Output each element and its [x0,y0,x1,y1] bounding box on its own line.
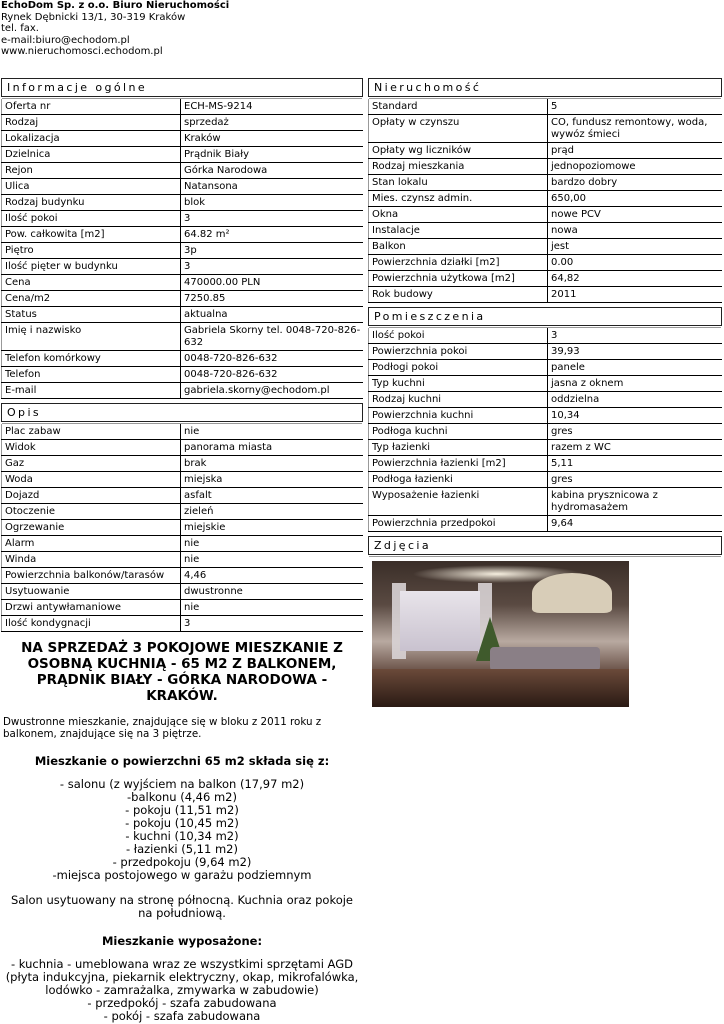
field-label: Telefon komórkowy [1,351,181,366]
description-orientation: Salon usytuowany na stronę północną. Kuchnia oraz pokoje na południową. [10,893,353,920]
pomieszczenia-row [368,408,722,424]
field-label: Typ kuchni [368,376,548,391]
pomieszczenia-row [368,472,722,488]
opis-row [1,568,363,584]
field-label: Rodzaj kuchni [368,392,548,407]
property-photo[interactable] [372,561,629,707]
field-value: nowa [551,225,578,236]
nieruchomosc-row [368,239,722,255]
field-label: E-mail [1,383,181,398]
field-value: blok [184,197,206,208]
field-label: Dzielnica [1,147,181,162]
field-label: Telefon [1,367,181,382]
field-value: nie [184,426,200,437]
field-value: oddzielna [551,394,600,405]
section-opis-title: Opis [1,403,363,422]
nieruchomosc-row [368,143,722,159]
field-label: Plac zabaw [1,424,181,439]
pomieszczenia-row [368,440,722,456]
field-value: Kraków [184,133,221,144]
field-value: jednopoziomowe [551,161,636,172]
general-row [1,259,363,275]
general-table [1,99,363,399]
field-label: Podłogi pokoi [368,360,548,375]
section-nieruchomosc-title: Nieruchomość [368,78,722,97]
opis-row [1,552,363,568]
nieruchomosc-row [368,287,722,303]
field-value: ECH-MS-9214 [184,101,253,112]
field-label: Powierzchnia przedpokoi [368,516,548,531]
field-value: 64,82 [551,273,580,284]
field-label: Cena [1,275,181,290]
field-label: Status [1,307,181,322]
equipment-line: - przedpokój - szafa zabudowana [87,996,277,1010]
general-row [1,131,363,147]
floor [372,669,629,707]
field-label: Widok [1,440,181,455]
nieruchomosc-row [368,223,722,239]
nieruchomosc-row [368,159,722,175]
equipment-line: - kuchnia - umeblowana wraz ze wszystkimi sprzętami AGD (płyta indukcyjna, piekarnik elektryczny, okap, mikrofalówka, lodówko - zamrażalka, zmywarka w zabudowie) [5,957,359,997]
field-label: Ilość pięter w budynku [1,259,181,274]
field-value: 9,64 [551,518,574,529]
field-value: zieleń [184,506,214,517]
field-value: panorama miasta [184,442,273,453]
pomieszczenia-row [368,516,722,532]
field-value: bardzo dobry [551,177,618,188]
field-value: 10,34 [551,410,580,421]
general-row [1,211,363,227]
field-label: Drzwi antywłamaniowe [1,600,181,615]
room-line: - kuchni (10,34 m2) [125,829,239,843]
general-row [1,227,363,243]
general-row [1,99,363,115]
field-value: 39,93 [551,346,580,357]
field-value: nie [184,554,200,565]
general-row [1,243,363,259]
field-value: Prądnik Biały [184,149,250,160]
field-label: Ulica [1,179,181,194]
description [1,640,363,1023]
opis-row [1,456,363,472]
field-value: razem z WC [551,442,611,453]
field-label: Rodzaj [1,115,181,130]
nieruchomosc-row [368,99,722,115]
room-line: - pokoju (10,45 m2) [125,816,239,830]
agency-address: Rynek Dębnicki 13/1, 30-319 Kraków [1,11,186,23]
field-value: 0048-720-826-632 [184,369,278,380]
field-label: Typ łazienki [368,440,548,455]
room-line: - łazienki (5,11 m2) [126,842,238,856]
pomieszczenia-row [368,360,722,376]
field-label: Podłoga łazienki [368,472,548,487]
section-zdjecia-title: Zdjęcia [368,536,722,555]
field-label: Cena/m2 [1,291,181,306]
field-value: 5 [551,101,558,112]
field-value: prąd [551,145,574,156]
field-label: Podłoga kuchni [368,424,548,439]
opis-row [1,536,363,552]
agency-name: EchoDom Sp. z o.o. Biuro Nieruchomości [1,0,230,11]
field-value: 64.82 m² [184,229,230,240]
field-label: Standard [368,99,548,114]
field-label: Rodzaj budynku [1,195,181,210]
field-label: Powierzchnia działki [m2] [368,255,548,270]
field-value: gres [551,426,573,437]
pomieszczenia-row [368,456,722,472]
field-label: Opłaty wg liczników [368,143,548,158]
field-label: Oferta nr [1,99,181,114]
field-value: 4,46 [184,570,207,581]
field-label: Powierzchnia kuchni [368,408,548,423]
field-value: asfalt [184,490,212,501]
field-value: 0.00 [551,257,574,268]
nieruchomosc-table [368,99,722,303]
field-value: 470000.00 PLN [184,277,261,288]
opis-table [1,424,363,632]
field-value: 7250.85 [184,293,226,304]
field-label: Ilość pokoi [368,328,548,343]
opis-row [1,520,363,536]
room-line: - salonu (z wyjściem na balkon (17,97 m2) [59,777,305,791]
room-line: -balkonu (4,46 m2) [127,790,237,804]
field-value: miejska [184,474,223,485]
opis-row [1,616,363,632]
general-row [1,275,363,291]
field-value: aktualna [184,309,228,320]
field-label: Okna [368,207,548,222]
field-label: Wyposażenie łazienki [368,488,548,515]
room-line: - przedpokoju (9,64 m2) [112,855,252,869]
opis-row [1,440,363,456]
dining-table [532,573,612,613]
description-headline: NA SPRZEDAŻ 3 POKOJOWE MIESZKANIE Z OSOBNĄ KUCHNIĄ - 65 M2 Z BALKONEM, PRĄDNIK BIAŁY - GÓRKA NARODOWA - KRAKÓW. [21,640,343,704]
description-intro: Dwustronne mieszkanie, znajdujące się w bloku z 2011 roku z balkonem, znajdujące się na 3 piętrze. [3,716,322,740]
opis-row [1,504,363,520]
field-label: Alarm [1,536,181,551]
pomieszczenia-row [368,376,722,392]
field-label: Powierzchnia pokoi [368,344,548,359]
field-value: sprzedaż [184,117,229,128]
field-value: miejskie [184,522,226,533]
general-row [1,291,363,307]
general-row [1,163,363,179]
field-label: Gaz [1,456,181,471]
nieruchomosc-row [368,115,722,143]
field-label: Otoczenie [1,504,181,519]
general-row [1,323,363,351]
field-value: 3 [184,618,191,629]
description-subheading-rooms: Mieszkanie o powierzchni 65 m2 składa się z: [34,754,330,768]
agency-website: www.nieruchomosci.echodom.pl [1,46,163,57]
field-label: Powierzchnia balkonów/tarasów [1,568,181,583]
field-label: Dojazd [1,488,181,503]
right-column [368,78,722,707]
field-label: Mies. czynsz admin. [368,191,548,206]
field-value: jasna z oknem [551,378,624,389]
nieruchomosc-row [368,191,722,207]
description-equipment-list [1,958,363,1023]
field-label: Winda [1,552,181,567]
description-subheading-equipment: Mieszkanie wyposażone: [101,934,263,948]
field-label: Ilość kondygnacji [1,616,181,631]
pomieszczenia-table [368,328,722,532]
opis-row [1,472,363,488]
field-value: 650,00 [551,193,586,204]
field-label: Piętro [1,243,181,258]
field-label: Lokalizacja [1,131,181,146]
field-value: 5,11 [551,458,574,469]
field-label: Stan lokalu [368,175,548,190]
field-value: Gabriela Skorny tel. 0048-720-826-632 [184,325,361,348]
field-value: CO, fundusz remontowy, woda, wywóz śmieci [551,117,708,140]
general-row [1,195,363,211]
field-value: 3 [551,330,558,341]
sofa [490,647,600,671]
opis-row [1,584,363,600]
field-label: Imię i nazwisko [1,323,181,350]
opis-row [1,488,363,504]
room-line: - pokoju (11,51 m2) [125,803,239,817]
general-row [1,147,363,163]
field-value: 3p [184,245,197,256]
agency-email: e-mail:biuro@echodom.pl [1,34,130,46]
general-row [1,351,363,367]
field-value: gabriela.skorny@echodom.pl [184,385,330,396]
field-label: Rok budowy [368,287,548,302]
opis-row [1,424,363,440]
field-label: Ilość pokoi [1,211,181,226]
field-label: Woda [1,472,181,487]
field-label: Rodzaj mieszkania [368,159,548,174]
field-label: Balkon [368,239,548,254]
nieruchomosc-row [368,255,722,271]
general-row [1,367,363,383]
room-line: -miejsca postojowego w garażu podziemnym [52,868,312,882]
section-pomieszczenia-title: Pomieszczenia [368,307,722,326]
field-value: panele [551,362,585,373]
nieruchomosc-row [368,175,722,191]
general-row [1,307,363,323]
pomieszczenia-row [368,344,722,360]
field-value: kabina prysznicowa z hydromasażem [551,490,658,513]
field-value: brak [184,458,207,469]
pomieszczenia-row [368,488,722,516]
field-value: 2011 [551,289,577,300]
opis-row [1,600,363,616]
field-label: Powierzchnia użytkowa [m2] [368,271,548,286]
pomieszczenia-row [368,328,722,344]
field-value: 3 [184,261,191,272]
field-value: 0048-720-826-632 [184,353,278,364]
agency-phone: tel. fax. [1,23,39,34]
nieruchomosc-row [368,207,722,223]
field-label: Ogrzewanie [1,520,181,535]
general-row [1,383,363,399]
agency-header [1,0,229,58]
general-row [1,179,363,195]
left-column [1,78,363,1023]
field-label: Rejon [1,163,181,178]
general-row [1,115,363,131]
field-value: dwustronne [184,586,243,597]
field-label: Usytuowanie [1,584,181,599]
field-value: nie [184,602,200,613]
description-rooms-list [1,778,363,882]
pomieszczenia-row [368,424,722,440]
field-value: Górka Narodowa [184,165,268,176]
nieruchomosc-row [368,271,722,287]
field-value: jest [551,241,570,252]
field-label: Powierzchnia łazienki [m2] [368,456,548,471]
equipment-line: - pokój - szafa zabudowana [103,1009,261,1023]
field-value: 3 [184,213,191,224]
window [400,591,480,651]
field-label: Instalacje [368,223,548,238]
field-label: Pow. całkowita [m2] [1,227,181,242]
field-value: nowe PCV [551,209,601,220]
field-value: Natansona [184,181,238,192]
field-label: Opłaty w czynszu [368,115,548,142]
field-value: gres [551,474,573,485]
field-value: nie [184,538,200,549]
section-general-title: Informacje ogólne [1,78,363,97]
pomieszczenia-row [368,392,722,408]
